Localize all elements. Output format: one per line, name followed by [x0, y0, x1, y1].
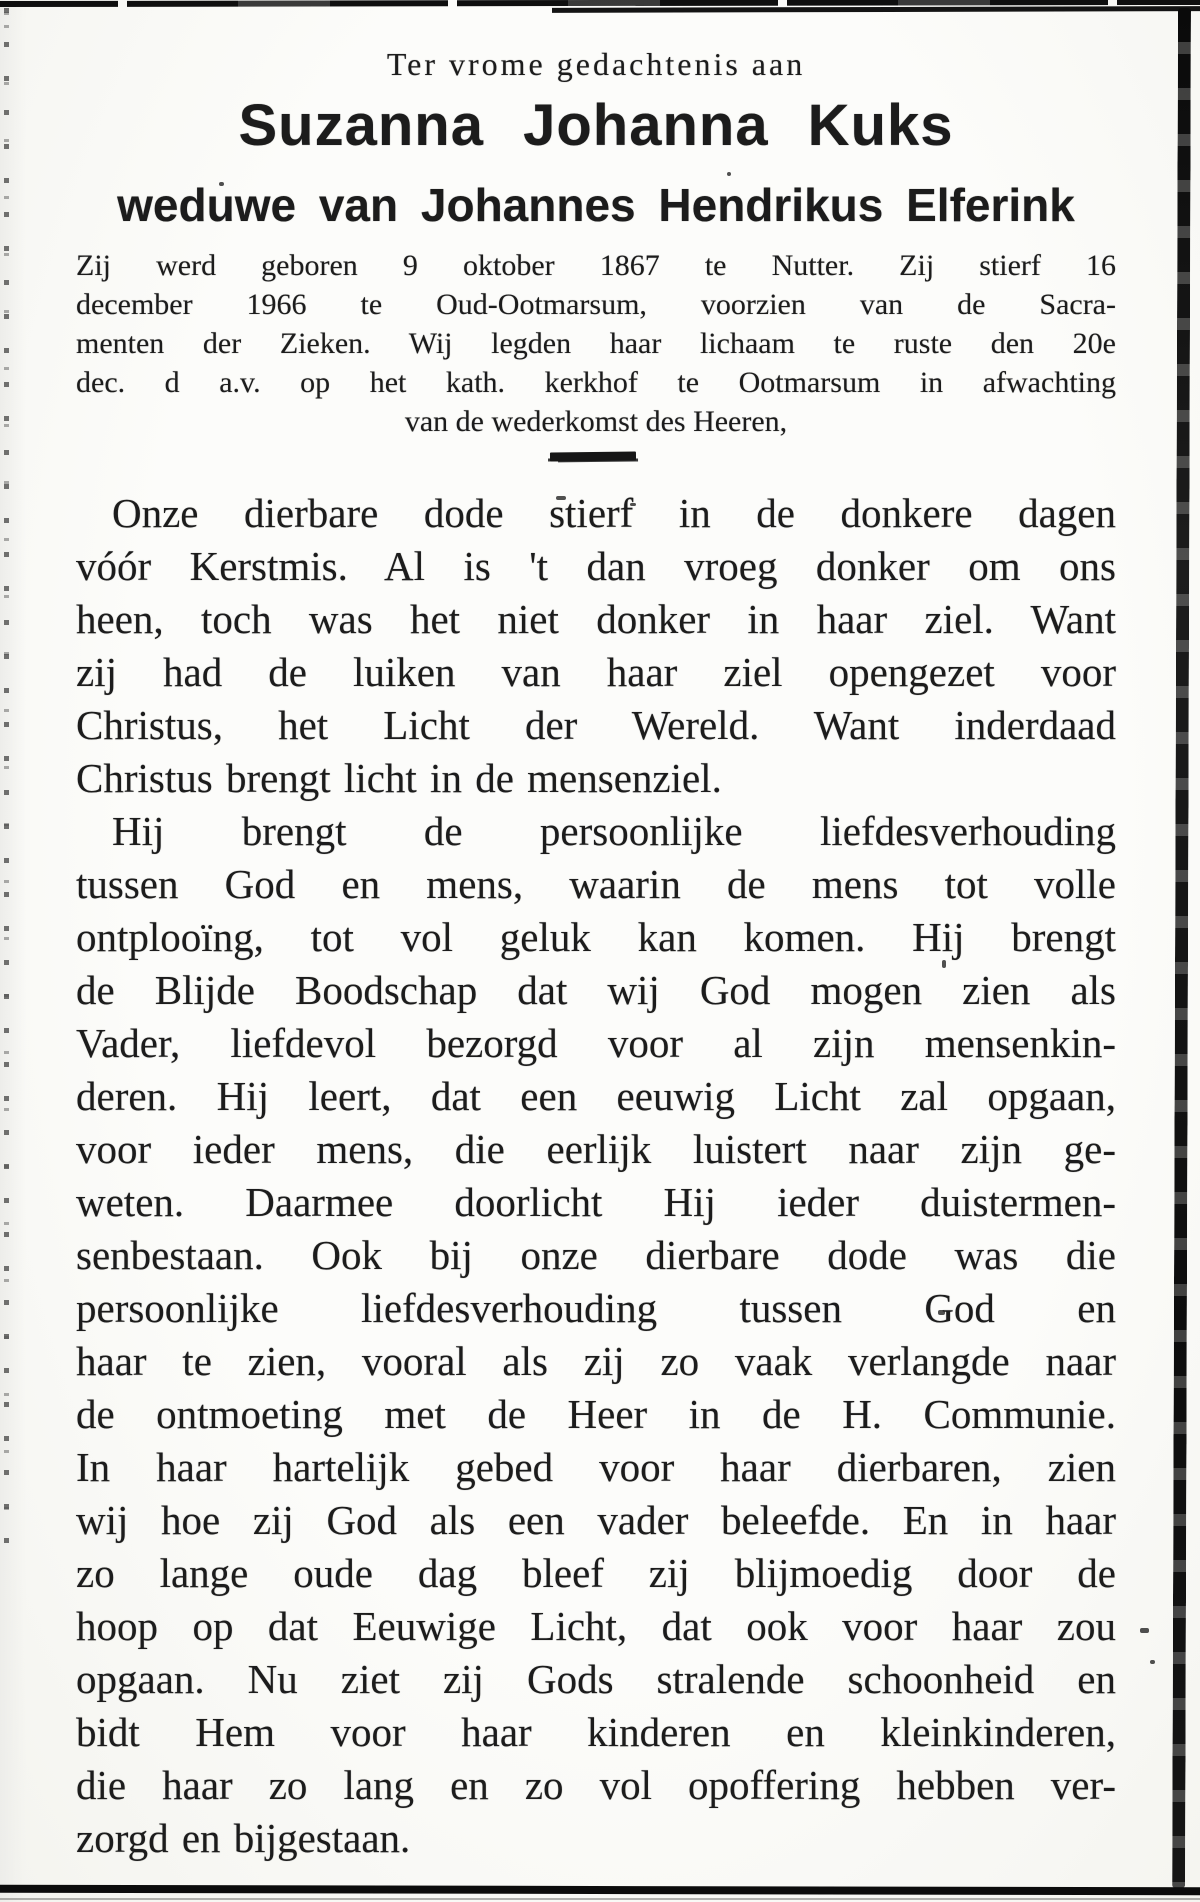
dedication-line: Ter vrome gedachtenis aan — [386, 46, 806, 82]
text-line: wij hoe zij God als een vader beleefde. En in haar — [76, 1497, 1116, 1543]
text-line: Onze dierbare dode stierf in de donkere dagen — [112, 490, 1116, 536]
text-line: tussen God en mens, waarin de mens tot volle — [76, 861, 1116, 907]
vitals-text — [76, 246, 1116, 441]
text-line: weten. Daarmee doorlicht Hij ieder duistermen- — [76, 1179, 1116, 1225]
text-line: ontplooïng, tot vol geluk kan komen. Hij brengt — [76, 914, 1116, 960]
text-line: zo lange oude dag bleef zij blijmoedig door de — [76, 1550, 1116, 1596]
text-line: opgaan. Nu ziet zij Gods stralende schoonheid en — [76, 1656, 1116, 1702]
memorial-text — [76, 487, 1116, 1865]
text-line: Zij werd geboren 9 oktober 1867 te Nutter. Zij stierf 16 — [76, 249, 1116, 282]
text-line: zij had de luiken van haar ziel opengezet voor — [76, 649, 1116, 695]
text-line: heen, toch was het niet donker in haar ziel. Want — [76, 596, 1116, 642]
text-line: In haar hartelijk gebed voor haar dierbaren, zien — [76, 1444, 1116, 1490]
text-line: Christus brengt licht in de mensenziel. — [76, 755, 722, 801]
text-line: vóór Kerstmis. Al is 't dan vroeg donker om ons — [76, 543, 1116, 589]
deceased-name: Suzanna Johanna Kuks — [238, 93, 954, 158]
text-line: de Blijde Boodschap dat wij God mogen zien als — [76, 967, 1116, 1013]
memorial-paragraph — [76, 487, 1116, 805]
text-line: deren. Hij leert, dat een eeuwig Licht zal opgaan, — [76, 1073, 1116, 1119]
text-line: menten der Zieken. Wij legden haar lichaam te ruste den 20e — [76, 327, 1116, 360]
text-line: die haar zo lang en zo vol opoffering hebben ver- — [76, 1762, 1116, 1808]
card-content — [76, 0, 1116, 1902]
ink-speck — [1140, 1628, 1149, 1633]
divider-rule — [550, 452, 636, 462]
text-line: bidt Hem voor haar kinderen en kleinkinderen, — [76, 1709, 1116, 1755]
text-line: Vader, liefdevol bezorgd voor al zijn mensenkin- — [76, 1020, 1116, 1066]
text-line: zorgd en bijgestaan. — [76, 1815, 411, 1861]
text-line: de ontmoeting met de Heer in de H. Communie. — [76, 1391, 1116, 1437]
memorial-paragraph — [76, 805, 1116, 1865]
scan-edge-dots — [4, 8, 9, 1560]
text-line: december 1966 te Oud-Ootmarsum, voorzien van de Sacra- — [76, 288, 1116, 321]
scan-border-right — [1172, 8, 1191, 1888]
text-line: voor ieder mens, die eerlijk luistert naar zijn ge- — [76, 1126, 1116, 1172]
text-line: haar te zien, vooral als zij zo vaak verlangde naar — [76, 1338, 1116, 1384]
text-line: hoop op dat Eeuwige Licht, dat ook voor haar zou — [76, 1603, 1116, 1649]
ink-speck — [1150, 1660, 1155, 1664]
widow-subtitle: weduwe van Johannes Hendrikus Elferink — [117, 179, 1075, 231]
text-line: van de wederkomst des Heeren, — [404, 405, 788, 438]
text-line: persoonlijke liefdesverhouding tussen God en — [76, 1285, 1116, 1331]
text-line: Christus, het Licht der Wereld. Want inderdaad — [76, 702, 1116, 748]
text-line: Hij brengt de persoonlijke liefdesverhouding — [112, 808, 1116, 854]
text-line: dec. d a.v. op het kath. kerkhof te Ootmarsum in afwachting — [76, 366, 1116, 399]
text-line: senbestaan. Ook bij onze dierbare dode was die — [76, 1232, 1116, 1278]
